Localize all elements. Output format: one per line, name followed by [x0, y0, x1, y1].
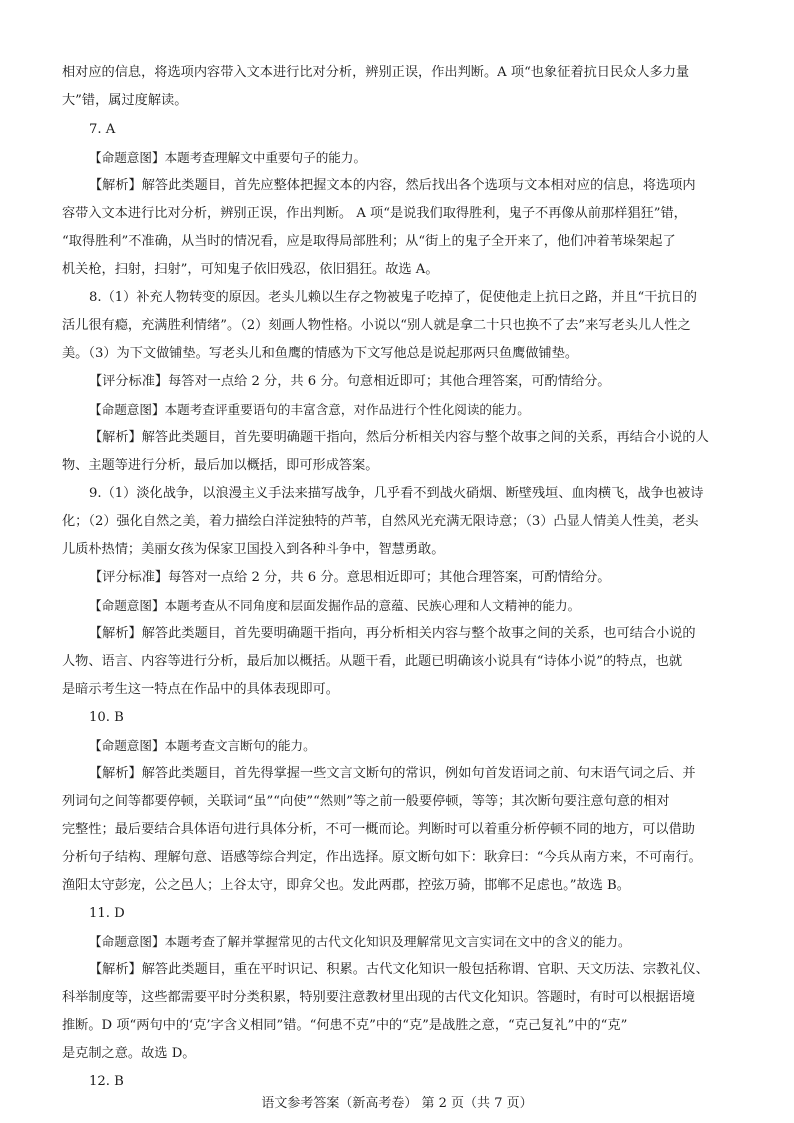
analysis-line: 【解析】解答此类题目，首先应整体把握文本的内容，然后找出各个选项与文本相对应的信息，将选项内 [89, 178, 696, 193]
question-number-7: 7. A [89, 122, 116, 137]
text-line: 分析句子结构、理解句意、语感等综合判定，作出选择。原文断句如下：耿弇曰：“今兵从南方来，不可南行。 [62, 850, 702, 865]
page-footer: 语文参考答案（新高考卷） 第 2 页（共 7 页） [261, 1096, 533, 1111]
text-line: 是克制之意。故选 D。 [62, 1046, 196, 1061]
text-line: 人物、语言、内容等进行分析，最后加以概括。从题干看，此题已明确该小说具有“诗体小说”的特点，也就 [62, 654, 683, 669]
scoring-line: 【评分标准】每答对一点给 2 分，共 6 分。意思相近即可；其他合理答案，可酌情给分。 [89, 570, 611, 585]
question-number-11: 11. D [89, 906, 125, 921]
intent-line: 【命题意图】本题考查从不同角度和层面发掘作品的意蕴、民族心理和人文精神的能力。 [89, 598, 581, 613]
text-line: 列词句之间等都要停顿，关联词“虽”“向使”“然则”等之前一般要停顿，等等；其次断句要注意句意的相对 [62, 794, 670, 809]
question-number-9: 9.（1）淡化战争，以浪漫主义手法来描写战争，几乎看不到战火硝烟、断壁残垣、血肉横飞，战争也被诗 [89, 486, 704, 501]
question-number-8: 8.（1）补充人物转变的原因。老头儿赖以生存之物被鬼子吃掉了，促使他走上抗日之路，并且“干抗日的 [89, 290, 697, 305]
text-line: 容带入文本进行比对分析，辨别正误，作出判断。 A 项“是说我们取得胜利，鬼子不再像从前那样猖狂”错， [62, 206, 687, 221]
text-line: “取得胜利”不准确，从当时的情况看，应是取得局部胜利；从“街上的鬼子全开来了，他们冲着苇垛架起了 [62, 234, 676, 249]
text-line: 美。（3）为下文做铺垫。写老头儿和鱼鹰的情感为下文写他总是说起那两只鱼鹰做铺垫。 [62, 346, 579, 361]
analysis-line: 【解析】解答此类题目，首先得掌握一些文言文断句的常识，例如句首发语词之前、句末语气词之后、并 [89, 766, 696, 781]
text-line: 是暗示考生这一特点在作品中的具体表现即可。 [62, 682, 339, 697]
text-line: 儿质朴热情；美丽女孩为保家卫国投入到各种斗争中，智慧勇敢。 [62, 542, 445, 557]
intent-line: 【命题意图】本题考查文言断句的能力。 [89, 738, 316, 753]
text-line: 渔阳太守彭宠，公之邑人；上谷太守，即弇父也。发此两郡，控弦万骑，邯郸不足虑也。”故选 B。 [62, 878, 630, 893]
text-line: 推断。D 项“两句中的‘克’字含义相同”错。“何患不克”中的“克”是战胜之意，“克己复礼”中的“克” [62, 1018, 628, 1033]
analysis-line: 【解析】解答此类题目，首先要明确题干指向，再分析相关内容与整个故事之间的关系，也可结合小说的 [89, 626, 696, 641]
analysis-line: 【解析】解答此类题目，重在平时识记、积累。古代文化知识一般包括称谓、官职、天文历法、宗教礼仪、 [89, 962, 709, 977]
text-line: 大”错，属过度解读。 [62, 93, 188, 108]
text-line: 相对应的信息，将选项内容带入文本进行比对分析，辨别正误，作出判断。A 项“也象征着抗日民众人多力量 [62, 65, 690, 80]
question-number-10: 10. B [89, 710, 124, 725]
analysis-line: 【解析】解答此类题目，首先要明确题干指向，然后分析相关内容与整个故事之间的关系，再结合小说的人 [89, 430, 709, 445]
text-line: 物、主题等进行分析，最后加以概括，即可形成答案。 [62, 458, 379, 473]
text-line: 化；（2）强化自然之美，着力描绘白洋淀独特的芦苇，自然风光充满无限诗意；（3）凸显人情美人性美，老头 [62, 514, 699, 529]
intent-line: 【命题意图】本题考查理解文中重要句子的能力。 [89, 150, 367, 165]
text-line: 完整性；最后要结合具体语句进行具体分析，不可一概而论。判断时可以着重分析停顿不同的地方，可以借助 [62, 822, 695, 837]
text-line: 机关枪，扫射，扫射”，可知鬼子依旧残忍，依旧猖狂。故选 A。 [62, 262, 439, 277]
text-line: 科举制度等，这些都需要平时分类积累，特别要注意教材里出现的古代文化知识。答题时，有时可以根据语境 [62, 990, 695, 1005]
intent-line: 【命题意图】本题考查了解并掌握常见的古代文化知识及理解常见文言实词在文中的含义的能力。 [89, 934, 631, 949]
intent-line: 【命题意图】本题考查评重要语句的丰富含意，对作品进行个性化阅读的能力。 [89, 402, 530, 417]
text-line: 活儿很有瘾，充满胜利情绪”。（2）刻画人物性格。小说以“别人就是拿二十只也换不了去”来写老头儿人性之 [62, 318, 691, 333]
question-number-12: 12. B [89, 1074, 124, 1089]
scoring-line: 【评分标准】每答对一点给 2 分，共 6 分。句意相近即可；其他合理答案，可酌情给分。 [89, 374, 611, 389]
